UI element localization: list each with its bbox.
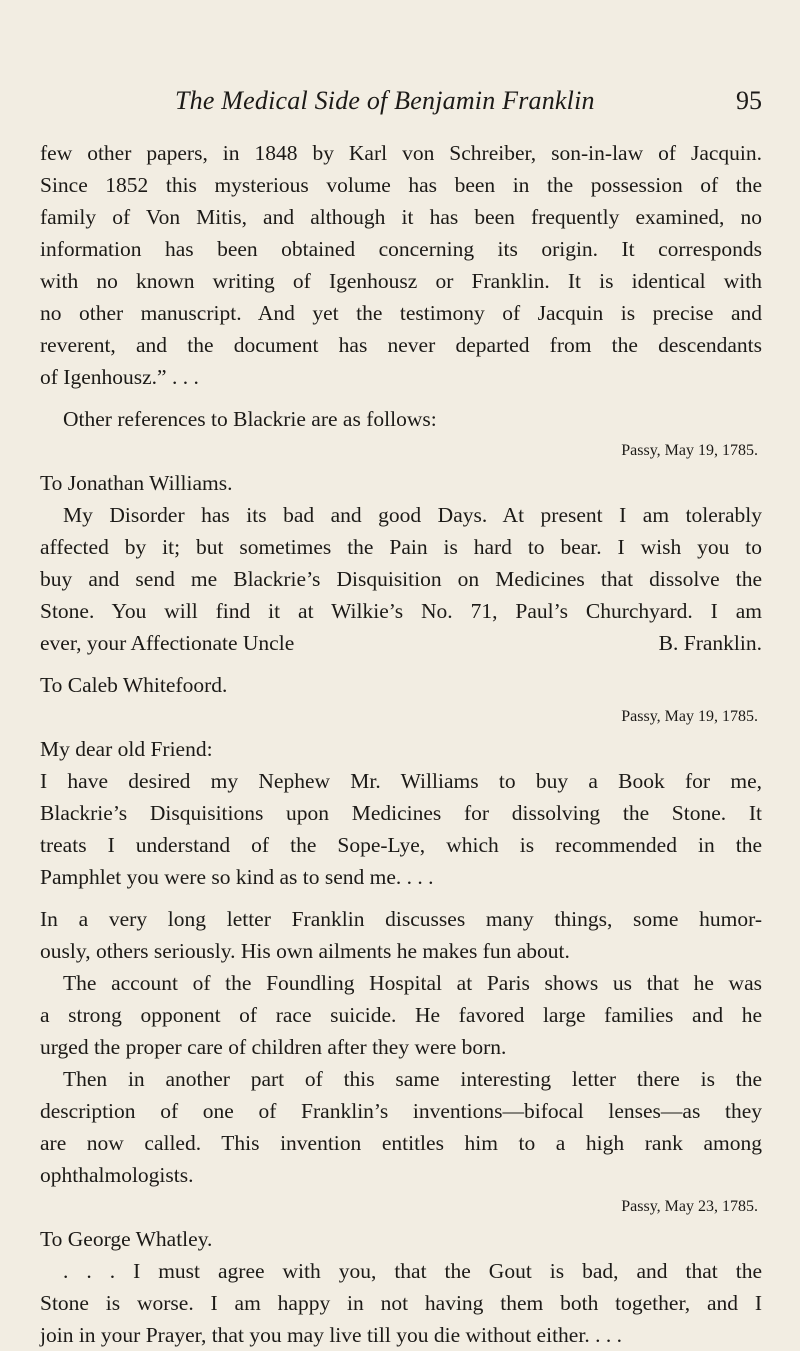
text-line: no other manuscript. And yet the testimony of Jacquin is precise and — [40, 301, 762, 325]
letter-dateline: Passy, May 19, 1785. — [621, 708, 758, 725]
text-line: treats I understand of the Sope-Lye, which is recommended in the — [40, 833, 762, 857]
text-line: My Disorder has its bad and good Days. At present I am tolerably — [63, 503, 762, 527]
letter-george-whatley — [40, 1191, 762, 1351]
letter-salutation: To George Whatley. — [40, 1227, 213, 1251]
letter-jonathan-williams — [40, 435, 762, 659]
text-line: urged the proper care of children after they were born. — [40, 1035, 507, 1059]
text-line: buy and send me Blackrie’s Disquisition on Medicines that dissolve the — [40, 567, 762, 591]
text-line: information has been obtained concerning its origin. It corresponds — [40, 237, 762, 261]
letter-dateline: Passy, May 23, 1785. — [621, 1198, 758, 1215]
text-line: Since 1852 this mysterious volume has been in the possession of the — [40, 173, 762, 197]
text-line: . . . I must agree with you, that the Gout is bad, and that the — [63, 1259, 762, 1283]
letter-salutation: To Caleb Whitefoord. — [40, 673, 228, 697]
text-line: Stone is worse. I am happy in not having them both together, and I — [40, 1291, 762, 1315]
text-line: The account of the Foundling Hospital at Paris shows us that he was — [63, 971, 762, 995]
paragraph-long-letter — [40, 903, 762, 967]
body-text — [40, 137, 762, 1351]
paragraph-references-intro: Other references to Blackrie are as follows: — [63, 407, 437, 431]
paragraph-foundling-hospital — [40, 967, 762, 1063]
text-line: ously, others seriously. His own ailments he makes fun about. — [40, 939, 570, 963]
text-line: with no known writing of Igenhousz or Franklin. It is identical with — [40, 269, 762, 293]
running-header — [40, 80, 762, 120]
text-line: affected by it; but sometimes the Pain is hard to bear. I wish you to — [40, 535, 762, 559]
text-line: join in your Prayer, that you may live till you die without either. . . . — [40, 1323, 622, 1347]
page-number: 95 — [736, 86, 762, 115]
text-line: ophthalmologists. — [40, 1163, 194, 1187]
text-line: of Igenhousz.” . . . — [40, 365, 199, 389]
text-line: Blackrie’s Disquisitions upon Medicines for dissolving the Stone. It — [40, 801, 762, 825]
text-line: family of Von Mitis, and although it has been frequently examined, no — [40, 205, 762, 229]
text-line: description of one of Franklin’s inventions—bifocal lenses—as they — [40, 1099, 762, 1123]
text-line: Pamphlet you were so kind as to send me. . . . — [40, 865, 434, 889]
text-line: are now called. This invention entitles him to a high rank among — [40, 1131, 762, 1155]
paragraph-quote-continuation — [40, 137, 762, 393]
letter-greeting: My dear old Friend: — [40, 737, 213, 761]
letter-closing — [40, 627, 762, 659]
letter-dateline: Passy, May 19, 1785. — [621, 442, 758, 459]
text-line: few other papers, in 1848 by Karl von Schreiber, son-in-law of Jacquin. — [40, 141, 762, 165]
letter-signature: B. Franklin. — [658, 631, 762, 655]
text-line: Then in another part of this same interesting letter there is the — [63, 1067, 762, 1091]
letter-caleb-whitefoord — [40, 669, 762, 893]
letter-salutation: To Jonathan Williams. — [40, 471, 233, 495]
text-line: In a very long letter Franklin discusses many things, some humor- — [40, 907, 762, 931]
running-title: The Medical Side of Benjamin Franklin — [175, 86, 595, 115]
text-line: I have desired my Nephew Mr. Williams to buy a Book for me, — [40, 769, 762, 793]
text-line: reverent, and the document has never departed from the descendants — [40, 333, 762, 357]
paragraph-bifocal-lenses — [40, 1063, 762, 1191]
text-line: a strong opponent of race suicide. He favored large families and he — [40, 1003, 762, 1027]
text-line: Stone. You will find it at Wilkie’s No. 71, Paul’s Churchyard. I am — [40, 599, 762, 623]
letter-closing-text: ever, your Affectionate Uncle — [40, 631, 295, 655]
